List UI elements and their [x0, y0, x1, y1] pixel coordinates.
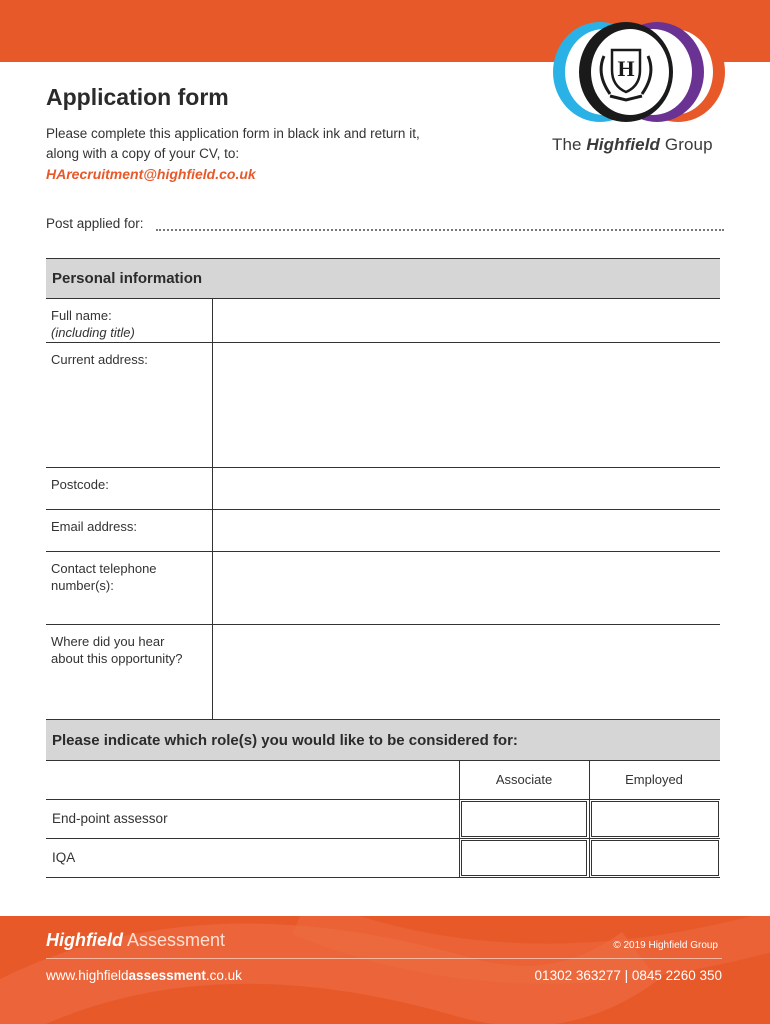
- full-name-label: Full name:: [51, 308, 112, 323]
- footer-website-link[interactable]: www.highfieldassessment.co.uk: [46, 968, 242, 983]
- footer-divider: [46, 958, 722, 959]
- recruitment-email-link[interactable]: HArecruitment@highfield.co.uk: [46, 166, 256, 182]
- epa-label: End-point assessor: [52, 811, 168, 826]
- postcode-field[interactable]: [214, 469, 720, 509]
- iqa-associate-checkbox[interactable]: [461, 840, 587, 876]
- post-applied-label: Post applied for:: [46, 216, 144, 231]
- full-name-field[interactable]: [214, 300, 720, 342]
- email-label: Email address:: [51, 519, 137, 534]
- footer-phone-numbers: 01302 363277 | 0845 2260 350: [534, 968, 722, 983]
- epa-associate-checkbox[interactable]: [461, 801, 587, 837]
- address-label: Current address:: [51, 352, 148, 367]
- full-name-note: (including title): [51, 325, 135, 340]
- iqa-label: IQA: [52, 850, 76, 865]
- personal-info-heading: Personal information: [46, 258, 720, 299]
- epa-employed-checkbox[interactable]: [591, 801, 719, 837]
- svg-text:H: H: [617, 56, 635, 81]
- source-field[interactable]: [214, 626, 720, 719]
- roles-heading: Please indicate which role(s) you would like to be considered for:: [46, 719, 720, 761]
- phone-field[interactable]: [214, 553, 720, 624]
- postcode-label: Postcode:: [51, 477, 109, 492]
- post-applied-field[interactable]: [156, 229, 724, 231]
- employed-column-label: Employed: [625, 772, 683, 787]
- email-field[interactable]: [214, 511, 720, 551]
- source-label: Where did you hear about this opportunity?: [51, 634, 183, 666]
- footer-copyright: © 2019 Highfield Group: [613, 940, 718, 951]
- associate-column-label: Associate: [495, 772, 553, 787]
- footer-brand: Highfield Assessment: [46, 930, 226, 950]
- page-title: Application form: [46, 84, 229, 110]
- intro-text: Please complete this application form in black ink and return it, along with a copy of your CV, to:: [46, 126, 420, 161]
- brand-name: The Highfield Group: [552, 135, 713, 154]
- iqa-employed-checkbox[interactable]: [591, 840, 719, 876]
- address-field[interactable]: [214, 344, 720, 467]
- phone-label: Contact telephone number(s):: [51, 561, 157, 593]
